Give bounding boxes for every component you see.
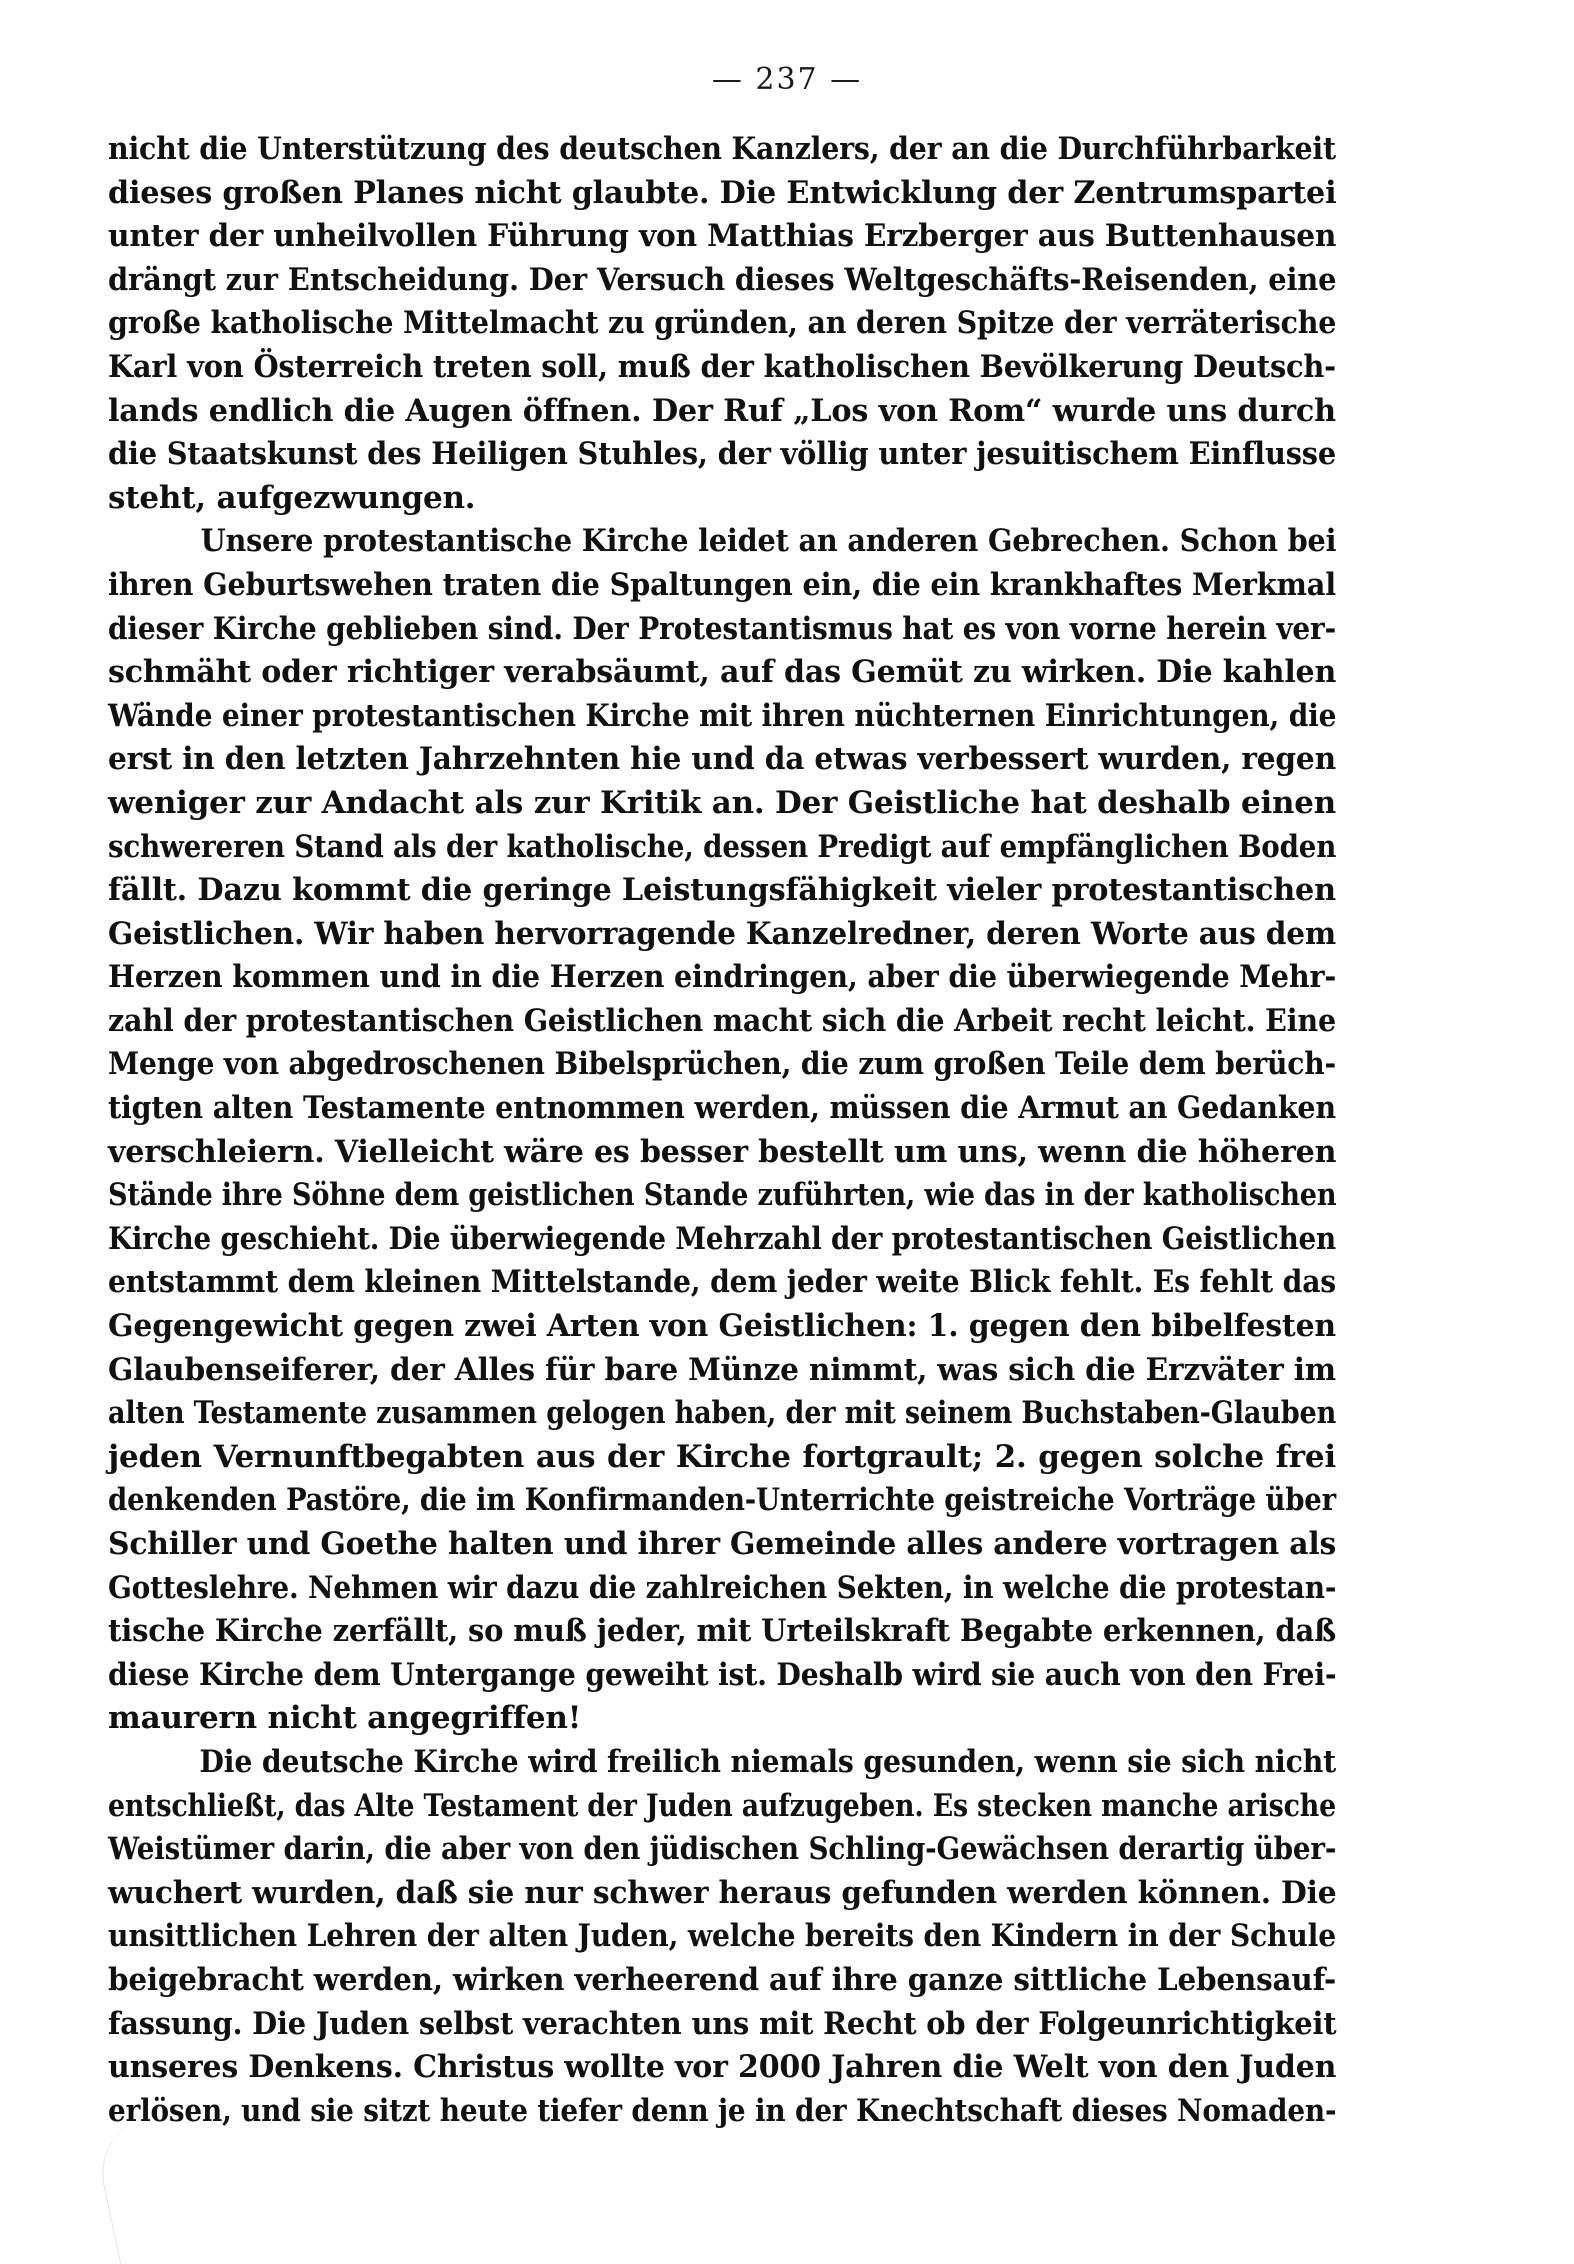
text-line: entschließt, das Alte Testament der Juden aufzugeben. Es stecken manche arische	[108, 1787, 1337, 1824]
page-number: — 237 —	[711, 62, 863, 97]
text-line: ihren Geburtswehen traten die Spaltungen ein, die ein krankhaftes Merkmal	[108, 566, 1337, 603]
text-line: denkenden Pastöre, die im Konfirmanden-Unterrichte geistreiche Vorträge über	[108, 1482, 1336, 1519]
text-line: Menge von abgedroschenen Bibelsprüchen, die zum großen Teile dem berüch-	[108, 1046, 1336, 1083]
text-line: lands endlich die Augen öffnen. Der Ruf „Los von Rom“ wurde uns durch	[108, 392, 1336, 429]
text-line: beigebracht werden, wirken verheerend auf ihre ganze sittliche Lebensauf-	[108, 1961, 1337, 1998]
text-line: unter der unheilvollen Führung von Matthias Erzberger aus Buttenhausen	[108, 218, 1337, 255]
text-line: dieser Kirche geblieben sind. Der Protestantismus hat es von vorne herein ver-	[108, 610, 1337, 647]
text-line: wuchert wurden, daß sie nur schwer heraus gefunden werden können. Die	[108, 1874, 1337, 1911]
text-line: fällt. Dazu kommt die geringe Leistungsfähigkeit vieler protestantischen	[108, 872, 1336, 909]
text-line: tische Kirche zerfällt, so muß jeder, mit Urteilskraft Begabte erkennen, daß	[108, 1613, 1337, 1650]
text-line: Herzen kommen und in die Herzen eindringen, aber die überwiegende Mehr-	[108, 959, 1337, 996]
text-line: Unsere protestantische Kirche leidet an anderen Gebrechen. Schon bei	[200, 523, 1337, 560]
text-line: Die deutsche Kirche wird freilich niemals gesunden, wenn sie sich nicht	[199, 1743, 1337, 1780]
text-line: weniger zur Andacht als zur Kritik an. Der Geistliche hat deshalb einen	[108, 784, 1337, 821]
text-line: fassung. Die Juden selbst verachten uns mit Recht ob der Folgeunrichtigkeit	[108, 2005, 1337, 2042]
text-line: verschleiern. Vielleicht wäre es besser bestellt um uns, wenn die höheren	[108, 1133, 1337, 1170]
scan-paper-edge	[91, 2115, 180, 2264]
text-line: diese Kirche dem Untergange geweiht ist. Deshalb wird sie auch von den Frei-	[108, 1656, 1337, 1693]
text-line: große katholische Mittelmacht zu gründen, an deren Spitze der verräterische	[108, 305, 1337, 342]
text-line: entstammt dem kleinen Mittelstande, dem jeder weite Blick fehlt. Es fehlt das	[108, 1264, 1337, 1301]
text-line: unseres Denkens. Christus wollte vor 2000 Jahren die Welt von den Juden	[108, 2049, 1337, 2086]
text-line: Gegengewicht gegen zwei Arten von Geistlichen: 1. gegen den bibelfesten	[108, 1308, 1336, 1345]
text-line: Geistlichen. Wir haben hervorragende Kanzelredner, deren Worte aus dem	[108, 915, 1337, 952]
text-line: unsittlichen Lehren der alten Juden, welche bereits den Kindern in der Schule	[108, 1918, 1336, 1955]
text-line: steht, aufgezwungen.	[108, 479, 476, 516]
text-line: Kirche geschieht. Die überwiegende Mehrzahl der protestantischen Geistlichen	[108, 1220, 1337, 1257]
text-line: die Staatskunst des Heiligen Stuhles, der völlig unter jesuitischem Einflusse	[108, 436, 1336, 473]
text-line: zahl der protestantischen Geistlichen macht sich die Arbeit recht leicht. Eine	[108, 1002, 1336, 1039]
text-line: tigten alten Testamente entnommen werden, müssen die Armut an Gedanken	[108, 1090, 1336, 1127]
text-line: Glaubenseiferer, der Alles für bare Münze nimmt, was sich die Erzväter im	[108, 1351, 1336, 1388]
paragraph	[108, 1741, 1336, 2133]
paragraph	[108, 128, 1336, 520]
text-line: Gotteslehre. Nehmen wir dazu die zahlreichen Sekten, in welche die protestan-	[108, 1569, 1337, 1606]
text-line: erst in den letzten Jahrzehnten hie und da etwas verbessert wurden, regen	[108, 741, 1336, 778]
text-line: Schiller und Goethe halten und ihrer Gemeinde alles andere vortragen als	[108, 1526, 1337, 1562]
text-line: Weistümer darin, die aber von den jüdischen Schling-Gewächsen derartig über-	[108, 1831, 1337, 1868]
text-line: Wände einer protestantischen Kirche mit ihren nüchternen Einrichtungen, die	[108, 697, 1337, 734]
paragraph	[108, 520, 1336, 1741]
body-text	[108, 128, 1336, 2133]
text-line: schmäht oder richtiger verabsäumt, auf das Gemüt zu wirken. Die kahlen	[108, 654, 1337, 691]
text-line: drängt zur Entscheidung. Der Versuch dieses Weltgeschäfts-Reisenden, eine	[108, 261, 1337, 298]
text-line: Karl von Österreich treten soll, muß der katholischen Bevölkerung Deutsch-	[108, 348, 1336, 385]
text-line: schwereren Stand als der katholische, dessen Predigt auf empfänglichen Boden	[108, 828, 1337, 865]
text-line: alten Testamente zusammen gelogen haben, der mit seinem Buchstaben-Glauben	[108, 1395, 1337, 1432]
text-line: nicht die Unterstützung des deutschen Kanzlers, der an die Durchführbarkeit	[108, 131, 1336, 167]
text-line: erlösen, und sie sitzt heute tiefer denn je in der Knechtschaft dieses Nomaden-	[108, 2092, 1337, 2129]
text-line: dieses großen Planes nicht glaubte. Die Entwicklung der Zentrumspartei	[108, 174, 1337, 211]
text-line: maurern nicht angegriffen!	[108, 1700, 582, 1737]
text-line: jeden Vernunftbegabten aus der Kirche fortgrault; 2. gegen solche frei	[108, 1438, 1336, 1475]
text-line: Stände ihre Söhne dem geistlichen Stande zuführten, wie das in der katholischen	[108, 1177, 1337, 1214]
